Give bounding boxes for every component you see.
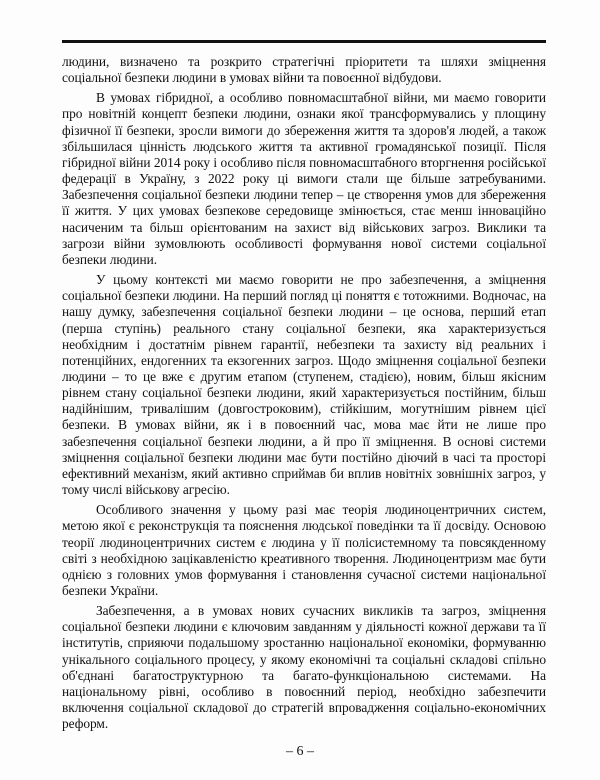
header-rule <box>62 40 546 43</box>
body-text <box>62 54 546 732</box>
paragraph-2: В умовах гібридної, а особливо повномасштабної війни, ми маємо говорити про новітній концепт безпеки людини, ознаки якої трансформувались у площину фізичної її безпеки, зросли вимоги до збереження життя та здоров'я людей, а також збільшилася цінність людського життя та активної громадянської позиції. Після гібридної війни 2014 року і особливо після повномасштабного вторгнення російської федерації в Україну, з 2022 року ці вимоги стали ще більше затребуваними. Забезпечення соціальної безпеки людини тепер – це створення умов для збереження її життя. У цих умовах безпекове середовище змінюється, стає менш інноваційно насиченим та більш орієнтованим на захист від військових загроз. Виклики та загрози війни зумовлюють особливості формування нової системи соціальної безпеки людини. <box>62 90 546 267</box>
paragraph-4: Особливого значення у цьому разі має теорія людиноцентричних систем, метою якої є реконструкція та пояснення людської поведінки та її досвіду. Основою теорії людиноцентричних систем є людина у її полісистемному та повсякденному світі з необхідною зацікавленістю креативного творення. Людиноцентризм має бути однією з головних умов формування і становлення сучасної системи національної безпеки України. <box>62 502 546 598</box>
paragraph-3: У цьому контексті ми маємо говорити не про забезпечення, а зміцнення соціальної безпеки людини. На перший погляд ці поняття є тотожними. Водночас, на нашу думку, забезпечення соціальної безпеки людини – це основа, перший етап (перша ступінь) реального стану соціальної безпеки, яка характеризується необхідним і достатнім рівнем гарантії, небезпеки та захисту від реальних і потенційних, ендогенних та екзогенних загроз. Щодо зміцнення соціальної безпеки людини – то це вже є другим етапом (ступенем, стадією), новим, більш якісним рівнем стану соціальної безпеки людини, який характеризується постійним, більш надійнішим, тривалішим (довгостроковим), стійкішим, могутнішим рівнем цієї безпеки. В умовах війни, як і в повоєнний час, мова має йти не лише про забезпечення соціальної безпеки людини, а й про її зміцнення. В основі системи зміцнення соціальної безпеки людини має бути постійно діючий в часі та просторі ефективний механізм, який активно сприймав би вплив новітніх зовнішніх загроз, у тому числі військову агресію. <box>62 272 546 498</box>
paragraph-1: людини, визначено та розкрито стратегічні пріоритети та шляхи зміцнення соціальної безпеки людини в умовах війни та повоєнної відбудови. <box>62 54 546 86</box>
page-number: – 6 – <box>286 744 314 759</box>
paragraph-5: Забезпечення, а в умовах нових сучасних викликів та загроз, зміцнення соціальної безпеки людини є ключовим завданням у діяльності кожної держави та її інститутів, сприяючи подальшому зростанню національної економіки, формуванню унікального соціального процесу, у якому економічні та соціальні складові спільно об'єднані багатоструктурною та багато-функціональною системами. На національному рівні, особливо в повоєнний період, необхідно забезпечити включення соціальної складової до стратегій впровадження соціально-економічних реформ. <box>62 603 546 732</box>
